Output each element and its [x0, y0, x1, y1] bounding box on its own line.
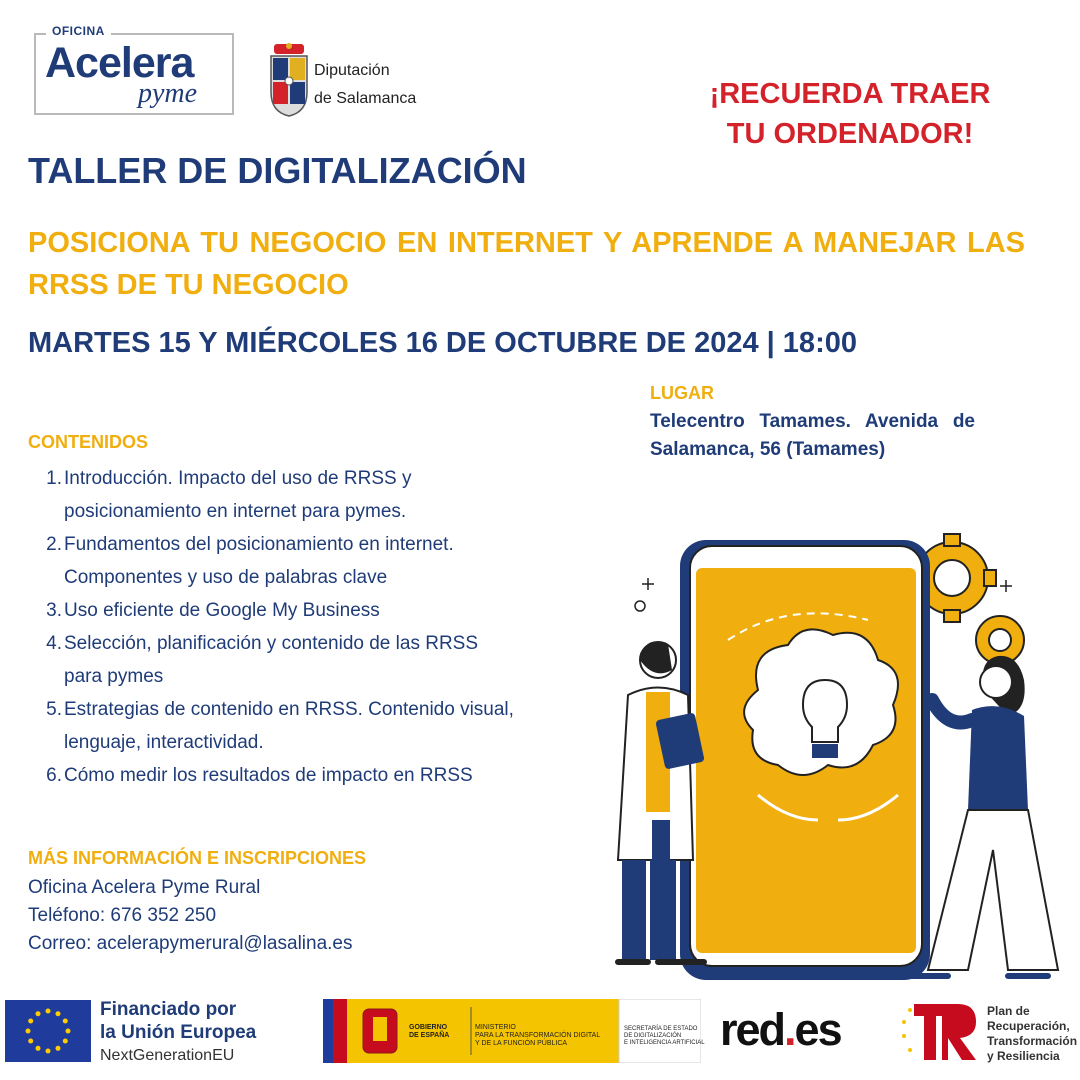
redes-part: es [794, 1004, 841, 1055]
list-item-line: lenguaje, interactividad. [64, 732, 264, 753]
list-item-line: Cómo medir los resultados de impacto en RRSS [64, 765, 473, 786]
list-item-line: Estrategias de contenido en RRSS. Contenido visual, [64, 699, 514, 720]
list-item-line: para pymes [64, 666, 164, 687]
eu-line1: Financiado por [100, 999, 237, 1020]
list-item [40, 594, 600, 627]
sparkle-icon [635, 601, 645, 611]
list-item-text [62, 528, 454, 594]
list-item-number: 5. [46, 699, 62, 720]
eu-flag-icon [5, 1000, 91, 1062]
redes-part: red [720, 1004, 785, 1055]
info-label: MÁS INFORMACIÓN E INSCRIPCIONES [28, 848, 367, 868]
list-item-line: Introducción. Impacto del uso de RRSS y [64, 468, 412, 489]
list-item-text [62, 462, 411, 528]
location-label: LUGAR [650, 383, 714, 403]
list-item [40, 528, 600, 594]
redes-dot: . [784, 1004, 795, 1055]
ministerio-text: MINISTERIO PARA LA TRANSFORMACIÓN DIGITAL Y DE LA FUNCIÓN PÚBLICA [475, 1024, 601, 1047]
list-item [40, 693, 600, 759]
list-item-text [62, 594, 380, 627]
event-date: MARTES 15 Y MIÉRCOLES 16 DE OCTUBRE DE 2024 | 18:00 [28, 327, 857, 359]
sparkle-icon [642, 578, 654, 590]
prtr-line: Recuperación, [987, 1019, 1070, 1033]
info-block [28, 874, 352, 958]
digital-illustration [588, 520, 1080, 990]
eu-line2: la Unión Europea [100, 1022, 257, 1043]
diputacion-line2: de Salamanca [314, 90, 417, 107]
acelera-logo-oficina: OFICINA [46, 24, 111, 38]
acelera-logo-sub: pyme [138, 78, 198, 109]
contents-label: CONTENIDOS [28, 432, 149, 452]
list-item-number: 2. [46, 534, 62, 555]
gobierno-text: GOBIERNO DE ESPAÑA [409, 1024, 450, 1039]
prtr-text [987, 1004, 1077, 1064]
list-item-line: Componentes y uso de palabras clave [64, 567, 388, 588]
prtr-line: Plan de [987, 1004, 1030, 1018]
laptop-reminder [690, 74, 1010, 154]
location-text: Telecentro Tamames. Avenida de Salamanca, 56 (Tamames) [650, 411, 975, 460]
secretaria-text: SECRETARÍA DE ESTADO DE DIGITALIZACIÓN E INTELIGENCIA ARTIFICIAL [624, 1026, 705, 1046]
list-item-number: 6. [46, 765, 62, 786]
page-title: TALLER DE DIGITALIZACIÓN [28, 150, 527, 191]
list-item-line: posicionamiento en internet para pymes. [64, 501, 407, 522]
reminder-line2: TU ORDENADOR! [726, 118, 974, 150]
list-item-line: Fundamentos del posicionamiento en internet. [64, 534, 454, 555]
list-item [40, 759, 600, 792]
eu-funding-text [100, 998, 256, 1044]
list-item-number: 1. [46, 468, 62, 489]
list-item-line: Selección, planificación y contenido de las RRSS [64, 633, 479, 654]
info-phone: Teléfono: 676 352 250 [28, 905, 217, 926]
diputacion-line1: Diputación [314, 62, 390, 79]
prtr-line: Transformación [987, 1034, 1078, 1048]
sparkle-icon [1000, 580, 1012, 592]
list-item-text [62, 627, 478, 693]
eu-nextgen-text: NextGenerationEU [100, 1047, 235, 1064]
list-item-text [62, 759, 473, 792]
page-subtitle: POSICIONA TU NEGOCIO EN INTERNET Y APRENDE A MANEJAR LAS RRSS DE TU NEGOCIO [28, 227, 1025, 301]
info-office: Oficina Acelera Pyme Rural [28, 877, 261, 898]
acelera-logo-main: Acelera [45, 39, 194, 87]
prtr-line: y Resiliencia [987, 1049, 1060, 1063]
list-item-line: Uso eficiente de Google My Business [64, 600, 380, 621]
diputacion-shield-icon [268, 42, 310, 118]
list-item [40, 627, 600, 693]
prtr-logo-icon [898, 998, 980, 1064]
reminder-line1: ¡RECUERDA TRAER [709, 78, 991, 110]
list-item-number: 4. [46, 633, 62, 654]
contents-list [40, 462, 600, 792]
woman-figure-icon [908, 656, 1058, 976]
info-email: Correo: acelerapymerural@lasalina.es [28, 933, 353, 954]
list-item [40, 462, 600, 528]
list-item-number: 3. [46, 600, 62, 621]
list-item-text [62, 693, 514, 759]
redes-logo [720, 1004, 841, 1055]
